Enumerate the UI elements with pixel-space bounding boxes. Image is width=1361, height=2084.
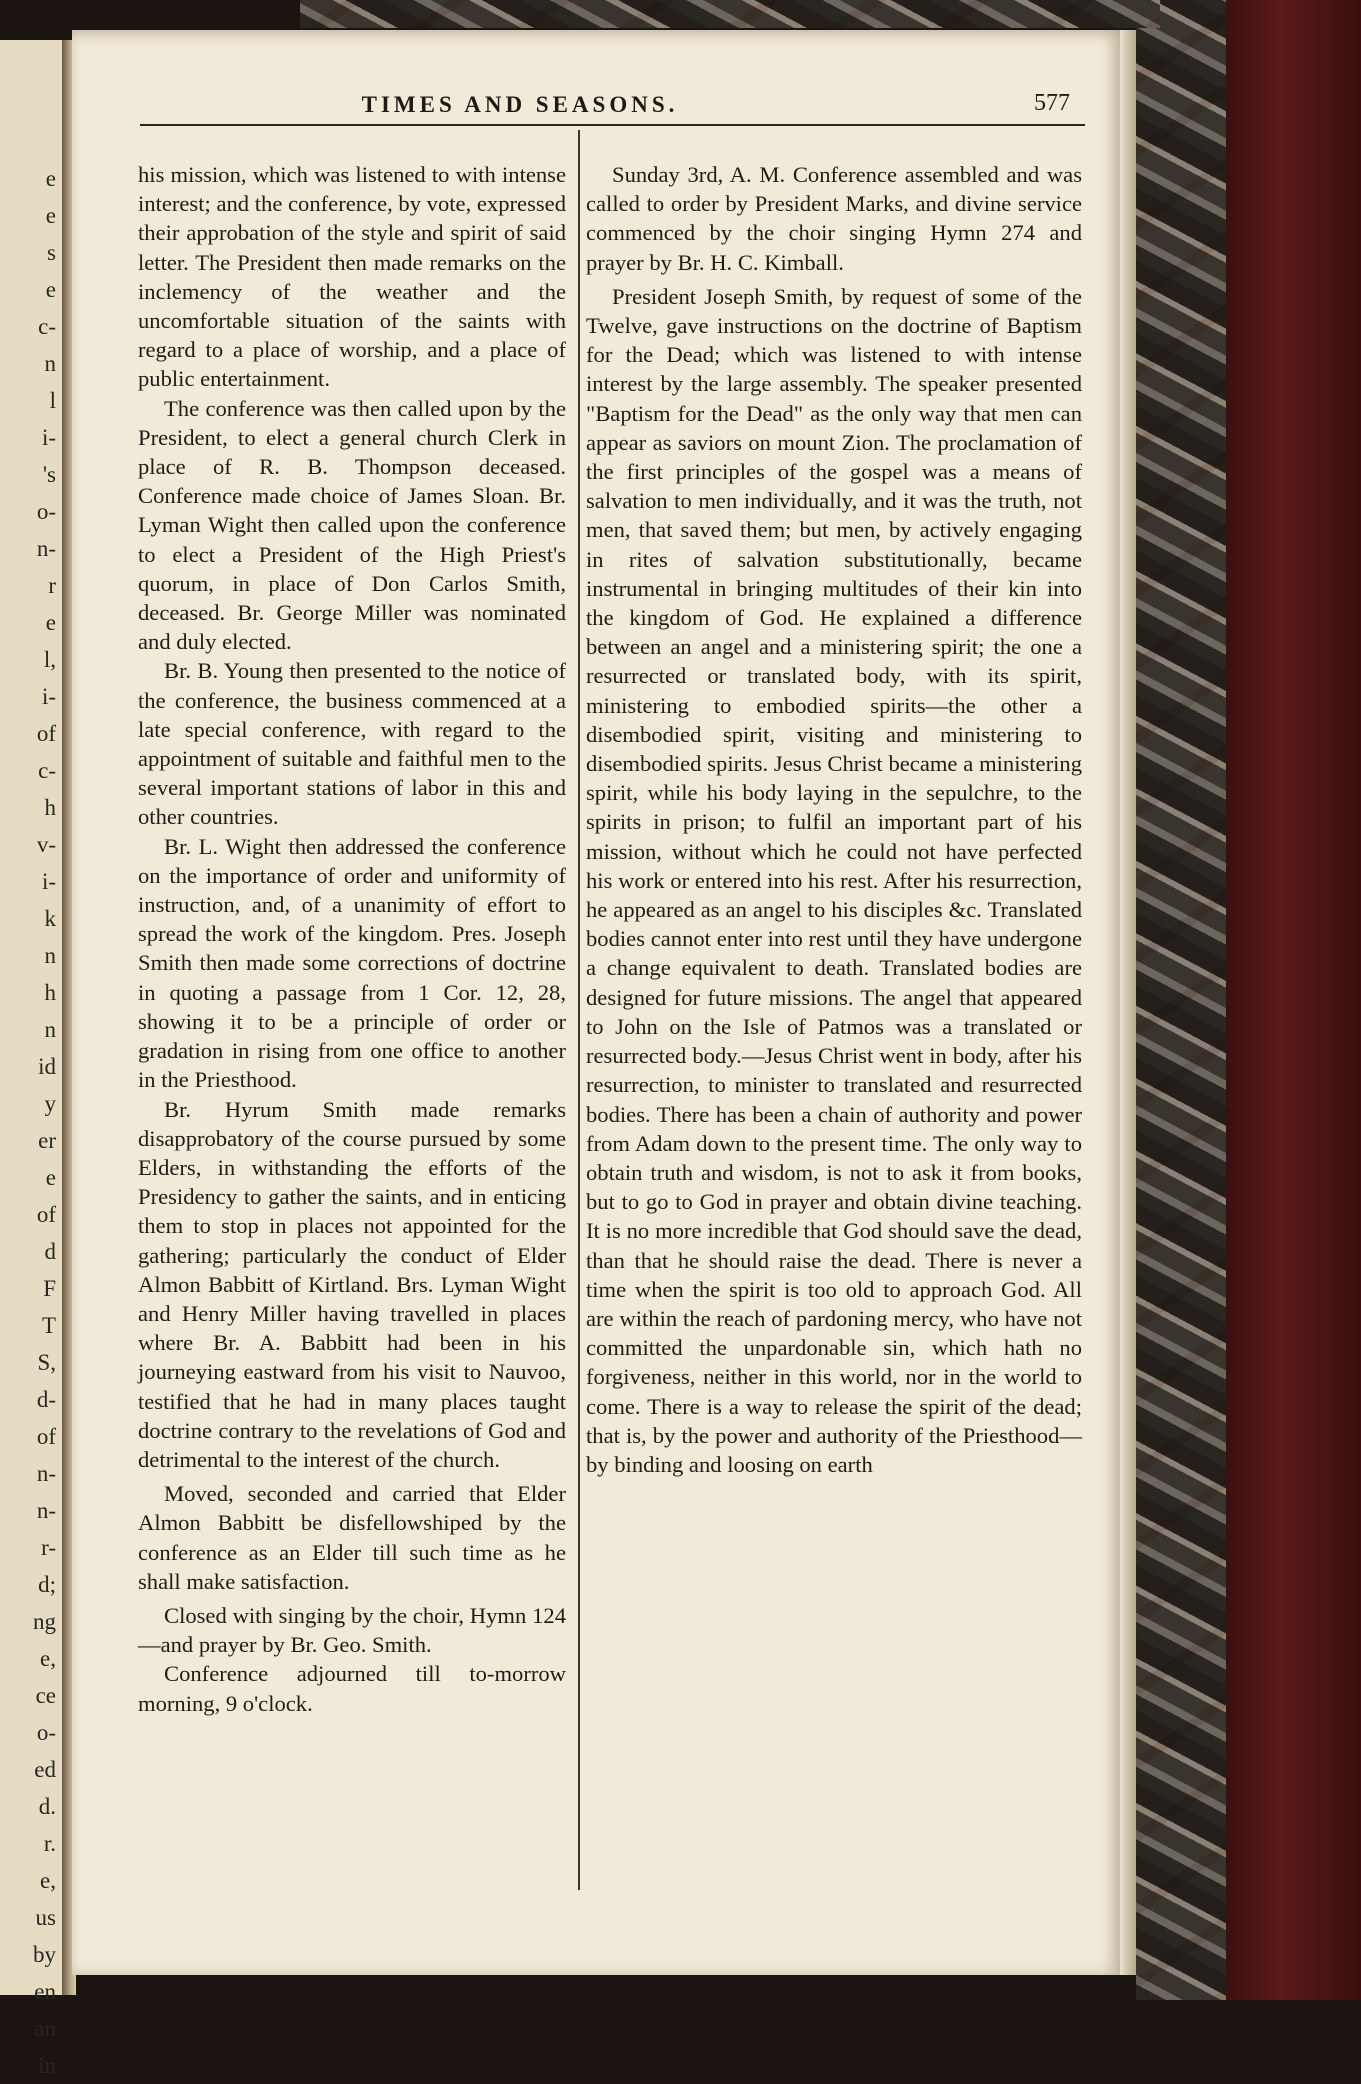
- leather-cover-edge: [1226, 0, 1361, 2000]
- previous-page-fragments: [6, 160, 56, 2084]
- previous-page-fragment: i-: [41, 684, 56, 709]
- previous-page-fragment: d: [44, 1239, 56, 1264]
- previous-page-fragment: e: [45, 203, 56, 228]
- page-number: 577: [1034, 90, 1070, 116]
- previous-page-fragment: n-: [36, 536, 56, 561]
- previous-page-fragment: i-: [41, 425, 56, 450]
- paragraph: his mission, which was listened to with intense interest; and the conference, by vote, expressed their approbation of the style and spirit of said letter. The President then made remarks on the inclemency of the weather and the uncomfortable situation of the saints with regard to a place of worship, and a place of public entertainment.: [138, 162, 566, 392]
- paragraph: Moved, seconded and carried that Elder Almon Babbitt be disfellowshiped by the conference as an Elder till such time as he shall make satisfaction.: [138, 1481, 566, 1594]
- previous-page-fragment: i-: [41, 869, 56, 894]
- paragraph: President Joseph Smith, by request of some of the Twelve, gave instructions on the doctrine of Baptism for the Dead; which was listened to with intense interest by the large assembly. The speaker presented "Baptism for the Dead" as the only way that men can appear as saviors on mount Zion. The proclamation of the first principles of the gospel was a means of salvation to men individually, and it was the truth, not men, that saved them; but men, by actively engaging in rites of salvation substitutionally, became instrumental in bringing multitudes of their kin into the kingdom of God. He explained a difference between an angel and a ministering spirit; the one a resurrected or translated body, with its spirit, ministering to embodied spirits—the other a disembodied spirit, visiting and ministering to disembodied spirits. Jesus Christ became a ministering spirit, while his body laying in the sepulchre, to the spirits in prison; to fulfil an important part of his mission, without which he could not have perfected his work or entered into his rest. After his resurrection, he appeared as an angel to his disciples &c. Translated bodies cannot enter into rest until they have undergone a change equivalent to death. Translated bodies are designed for future missions. The angel that appeared to John on the Isle of Patmos was a translated or resurrected body.—Jesus Christ went in body, after his resurrection, to minister to translated and resurrected bodies. There has been a chain of authority and power from Adam down to the present time. The only way to obtain truth and wisdom, is not to ask it from books, but to go to God in prayer and obtain divine teaching. It is no more incredible that God should save the dead, than that he should raise the dead. There is never a time when the spirit is too old to approach God. All are within the reach of pardoning mercy, who have not committed the unpardonable sin, which hath no forgiveness, neither in this world, nor in the world to come. There is a way to release the spirit of the dead; that is, by the power and authority of the Priesthood—by binding and loosing on earth: [586, 283, 1082, 1477]
- previous-page-fragment: e,: [40, 1646, 56, 1671]
- previous-page-fragment: in: [38, 2053, 56, 2078]
- previous-page-fragment: r: [48, 573, 56, 598]
- page-edge: [1120, 30, 1136, 1975]
- previous-page-fragment: c-: [38, 314, 56, 339]
- previous-page-fragment: of: [36, 721, 56, 746]
- previous-page-fragment: 's: [42, 462, 56, 487]
- previous-page-fragment: s: [47, 240, 56, 265]
- previous-page-fragment: l,: [43, 647, 56, 672]
- previous-page-fragment: us: [35, 1905, 56, 1930]
- right-column: [586, 160, 1082, 1479]
- previous-page-fragment: e: [45, 166, 56, 191]
- marbled-top-strip: [300, 0, 1160, 28]
- previous-page-fragment: n: [44, 943, 56, 968]
- previous-page-fragment: n-: [36, 1498, 56, 1523]
- paragraph: Sunday 3rd, A. M. Conference assembled and was called to order by President Marks, and divine service commenced by the choir singing Hymn 274 and prayer by Br. H. C. Kimball.: [586, 162, 1082, 275]
- previous-page-fragment: h: [44, 795, 56, 820]
- running-head: TIMES AND SEASONS.: [361, 92, 679, 117]
- left-column: [138, 160, 566, 1718]
- previous-page-fragment: v-: [36, 832, 56, 857]
- previous-page-fragment: r.: [43, 1831, 56, 1856]
- previous-page-fragment: e,: [40, 1868, 56, 1893]
- previous-page-fragment: of: [36, 1424, 56, 1449]
- previous-page-fragment: o-: [36, 1720, 56, 1745]
- paragraph: The conference was then called upon by the President, to elect a general church Clerk in place of R. B. Thompson deceased. Conference made choice of James Sloan. Br. Lyman Wight then called upon the conference to elect a President of the High Priest's quorum, in place of Don Carlos Smith, deceased. Br. George Miller was nominated and duly elected.: [138, 395, 566, 655]
- previous-page-fragment: d;: [38, 1572, 56, 1597]
- paragraph: Closed with singing by the choir, Hymn 124—and prayer by Br. Geo. Smith.: [138, 1602, 566, 1658]
- previous-page-fragment: by: [33, 1942, 56, 1967]
- paragraph: Conference adjourned till to-morrow morning, 9 o'clock.: [138, 1661, 566, 1716]
- previous-page-fragment: l: [49, 388, 56, 413]
- previous-page-fragment: id: [38, 1054, 56, 1079]
- previous-page-fragment: n: [44, 351, 56, 376]
- column-rule: [578, 130, 580, 1890]
- previous-page-fragment: d-: [36, 1387, 56, 1412]
- previous-page-fragment: c-: [38, 758, 56, 783]
- previous-page-fragment: e: [45, 277, 56, 302]
- previous-page-fragment: ce: [35, 1683, 56, 1708]
- marbled-endpaper: [1136, 0, 1226, 2000]
- previous-page-fragment: ed: [34, 1757, 56, 1782]
- previous-page-fragment: an: [34, 2016, 56, 2041]
- previous-page-fragment: of: [36, 1202, 56, 1227]
- previous-page-fragment: y: [44, 1091, 56, 1116]
- paragraph: Br. B. Young then presented to the notice of the conference, the business commenced at a late special conference, with regard to the appointment of suitable and faithful men to the several important stations of labor in this and other countries.: [138, 658, 566, 830]
- previous-page-fragment: d.: [38, 1794, 56, 1819]
- previous-page-fragment: r-: [41, 1535, 56, 1560]
- previous-page-fragment: T: [41, 1313, 56, 1338]
- previous-page-fragment: en: [34, 1979, 56, 2004]
- previous-page-edge: [0, 40, 64, 2078]
- previous-page-fragment: e: [45, 1165, 56, 1190]
- previous-page-fragment: o-: [36, 499, 56, 524]
- previous-page-fragment: e: [45, 610, 56, 635]
- previous-page-fragment: h: [44, 980, 56, 1005]
- paragraph: Br. L. Wight then addressed the conference on the importance of order and uniformity of instruction, and, of a unanimity of effort to spread the work of the kingdom. Pres. Joseph Smith then made some corrections of doctrine in quoting a passage from 1 Cor. 12, 28, showing it to be a principle of order or gradation in rising from one office to another in the Priesthood.: [138, 833, 566, 1093]
- previous-page-fragment: ng: [33, 1609, 56, 1634]
- paragraph: Br. Hyrum Smith made remarks disapprobatory of the course pursued by some Elders, in withstanding the efforts of the Presidency to gather the saints, and in enticing them to stop in places not appointed for the gathering; particularly the conduct of Elder Almon Babbitt of Kirtland. Brs. Lyman Wight and Henry Miller having travelled in places where Br. A. Babbitt had been in his journeying eastward from his visit to Nauvoo, testified that he had in many places taught doctrine contrary to the revelations of God and detrimental to the interest of the church.: [138, 1096, 566, 1472]
- previous-page-fragment: n-: [36, 1461, 56, 1486]
- previous-page-fragment: k: [44, 906, 56, 931]
- previous-page-fragment: S,: [37, 1350, 56, 1375]
- previous-page-fragment: er: [38, 1128, 56, 1153]
- header-rule: [140, 124, 1085, 126]
- previous-page-fragment: F: [43, 1276, 56, 1301]
- previous-page-fragment: n: [44, 1017, 56, 1042]
